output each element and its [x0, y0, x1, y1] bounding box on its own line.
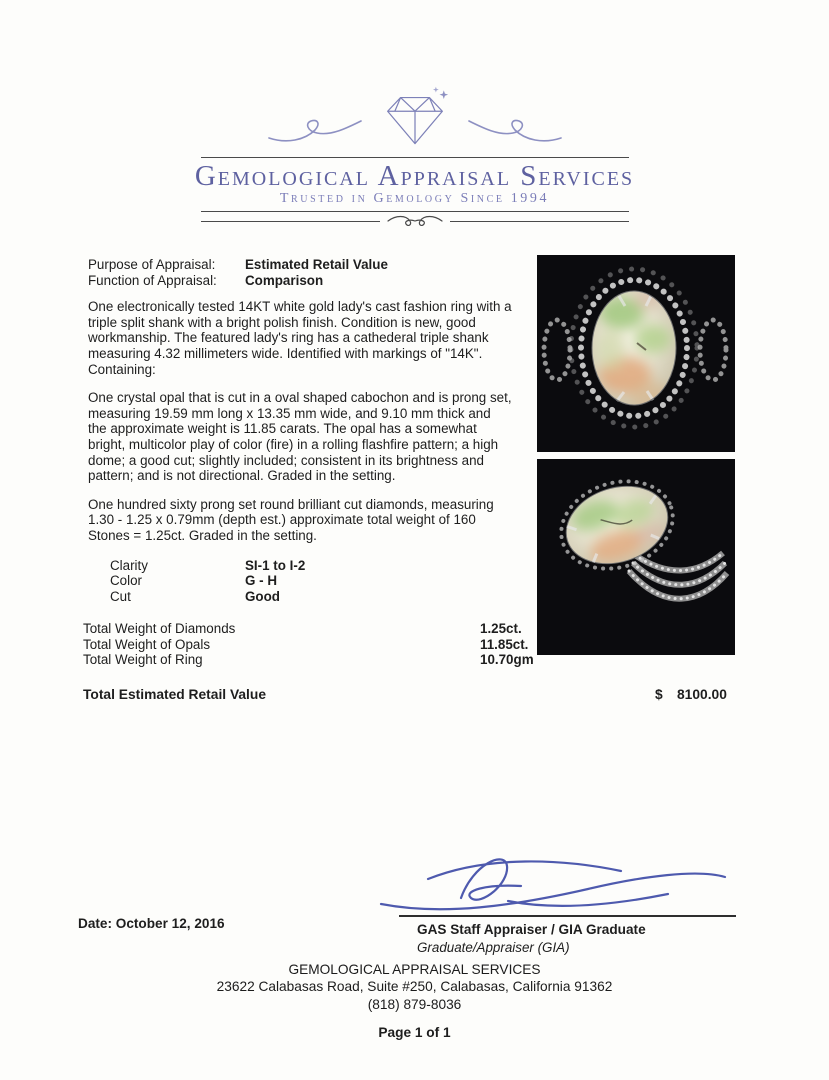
ring-top-view-photo	[537, 255, 735, 452]
header-rule-middle	[201, 211, 629, 212]
totals-value: 1.25ct.	[480, 621, 522, 637]
footer-phone: (818) 879-8036	[367, 996, 462, 1012]
ring-side-view-photo	[537, 459, 735, 655]
function-value: Comparison	[245, 272, 324, 288]
sparkle-icon	[433, 87, 439, 93]
header-rule-top	[201, 157, 629, 158]
footer-address: 23622 Calabasas Road, Suite #250, Calabasas, California 91362	[216, 979, 613, 995]
totals-row	[83, 652, 535, 668]
purpose-row	[88, 257, 512, 273]
description-paragraph: One hundred sixty prong set round brilliant cut diamonds, measuring 1.30 - 1.25 x 0.79mm (depth est.) approximate total weight of 160 Stones = 1.25ct. Graded in the setting.	[88, 496, 494, 543]
ornament-rule-right	[450, 221, 629, 222]
retail-value-label: Total Estimated Retail Value	[83, 687, 266, 703]
grading-value: G - H	[245, 573, 277, 589]
company-name: Gemological Appraisal Services	[194, 160, 635, 192]
page-number: Page 1 of 1	[378, 1025, 451, 1040]
grading-value: Good	[245, 588, 280, 604]
totals-row	[83, 637, 535, 653]
totals-row	[83, 621, 535, 637]
scroll-ornament-icon	[386, 213, 444, 229]
grading-table	[110, 558, 512, 605]
grading-row	[110, 573, 512, 589]
handwritten-signature	[373, 846, 735, 918]
opal-ring-side-illustration	[537, 459, 735, 655]
company-tagline: Trusted in Gemology Since 1994	[279, 191, 550, 207]
totals-table	[83, 621, 535, 668]
totals-label: Total Weight of Opals	[83, 636, 211, 652]
logo-row	[267, 78, 563, 152]
function-label: Function of Appraisal:	[88, 272, 217, 288]
grading-row	[110, 589, 512, 605]
totals-value: 11.85ct.	[480, 636, 529, 652]
totals-value: 10.70gm	[480, 652, 534, 668]
flourish-left-icon	[267, 118, 363, 144]
footer-company: GEMOLOGICAL APPRAISAL SERVICES	[288, 962, 541, 977]
description-paragraph: One crystal opal that is cut in a oval shaped cabochon and is prong set, measuring 19.59 mm long x 13.35 mm wide, and 9.10 mm thick and the approximate weight is 11.85 carats. The opal has a somewhat bright, multicolor play of color (fire) in a rolling flashfire pattern; a high dome; a good cut; slightly included; consistent in its brightness and pattern; and is not directional. Graded in the setting.	[88, 390, 512, 484]
grading-row	[110, 558, 512, 574]
appraisal-date: Date: October 12, 2016	[78, 916, 225, 931]
grading-label: Clarity	[110, 557, 148, 573]
ornament-rule-left	[201, 221, 380, 222]
totals-label: Total Weight of Ring	[83, 652, 203, 668]
retail-amount: 8100.00	[677, 687, 727, 703]
retail-currency: $	[655, 687, 663, 703]
appraisal-body	[83, 257, 727, 705]
grading-label: Cut	[110, 588, 131, 604]
opal-ring-top-illustration	[537, 255, 735, 452]
grading-label: Color	[110, 573, 142, 589]
document-footer	[0, 961, 829, 1013]
signer-subtitle: Graduate/Appraiser (GIA)	[417, 940, 570, 955]
document-header	[0, 78, 829, 229]
signature-line	[399, 915, 736, 917]
signer-title: GAS Staff Appraiser / GIA Graduate	[417, 922, 646, 937]
ornament-row	[201, 213, 629, 229]
purpose-label: Purpose of Appraisal:	[88, 257, 216, 272]
purpose-value: Estimated Retail Value	[245, 257, 388, 272]
diamond-logo-icon	[379, 82, 451, 152]
function-row	[88, 273, 512, 289]
flourish-right-icon	[467, 118, 563, 144]
grading-value: SI-1 to I-2	[245, 557, 306, 573]
retail-value-row	[83, 687, 727, 705]
description-paragraph: One electronically tested 14KT white gold lady's cast fashion ring with a triple split shank with a bright polish finish. Condition is new, good workmanship. The featured lady's ring has a cathederal triple shank measuring 4.32 millimeters wide. Identified with markings of "14K". Containing:	[88, 299, 512, 377]
totals-label: Total Weight of Diamonds	[83, 621, 236, 637]
sparkle-icon	[439, 90, 448, 99]
